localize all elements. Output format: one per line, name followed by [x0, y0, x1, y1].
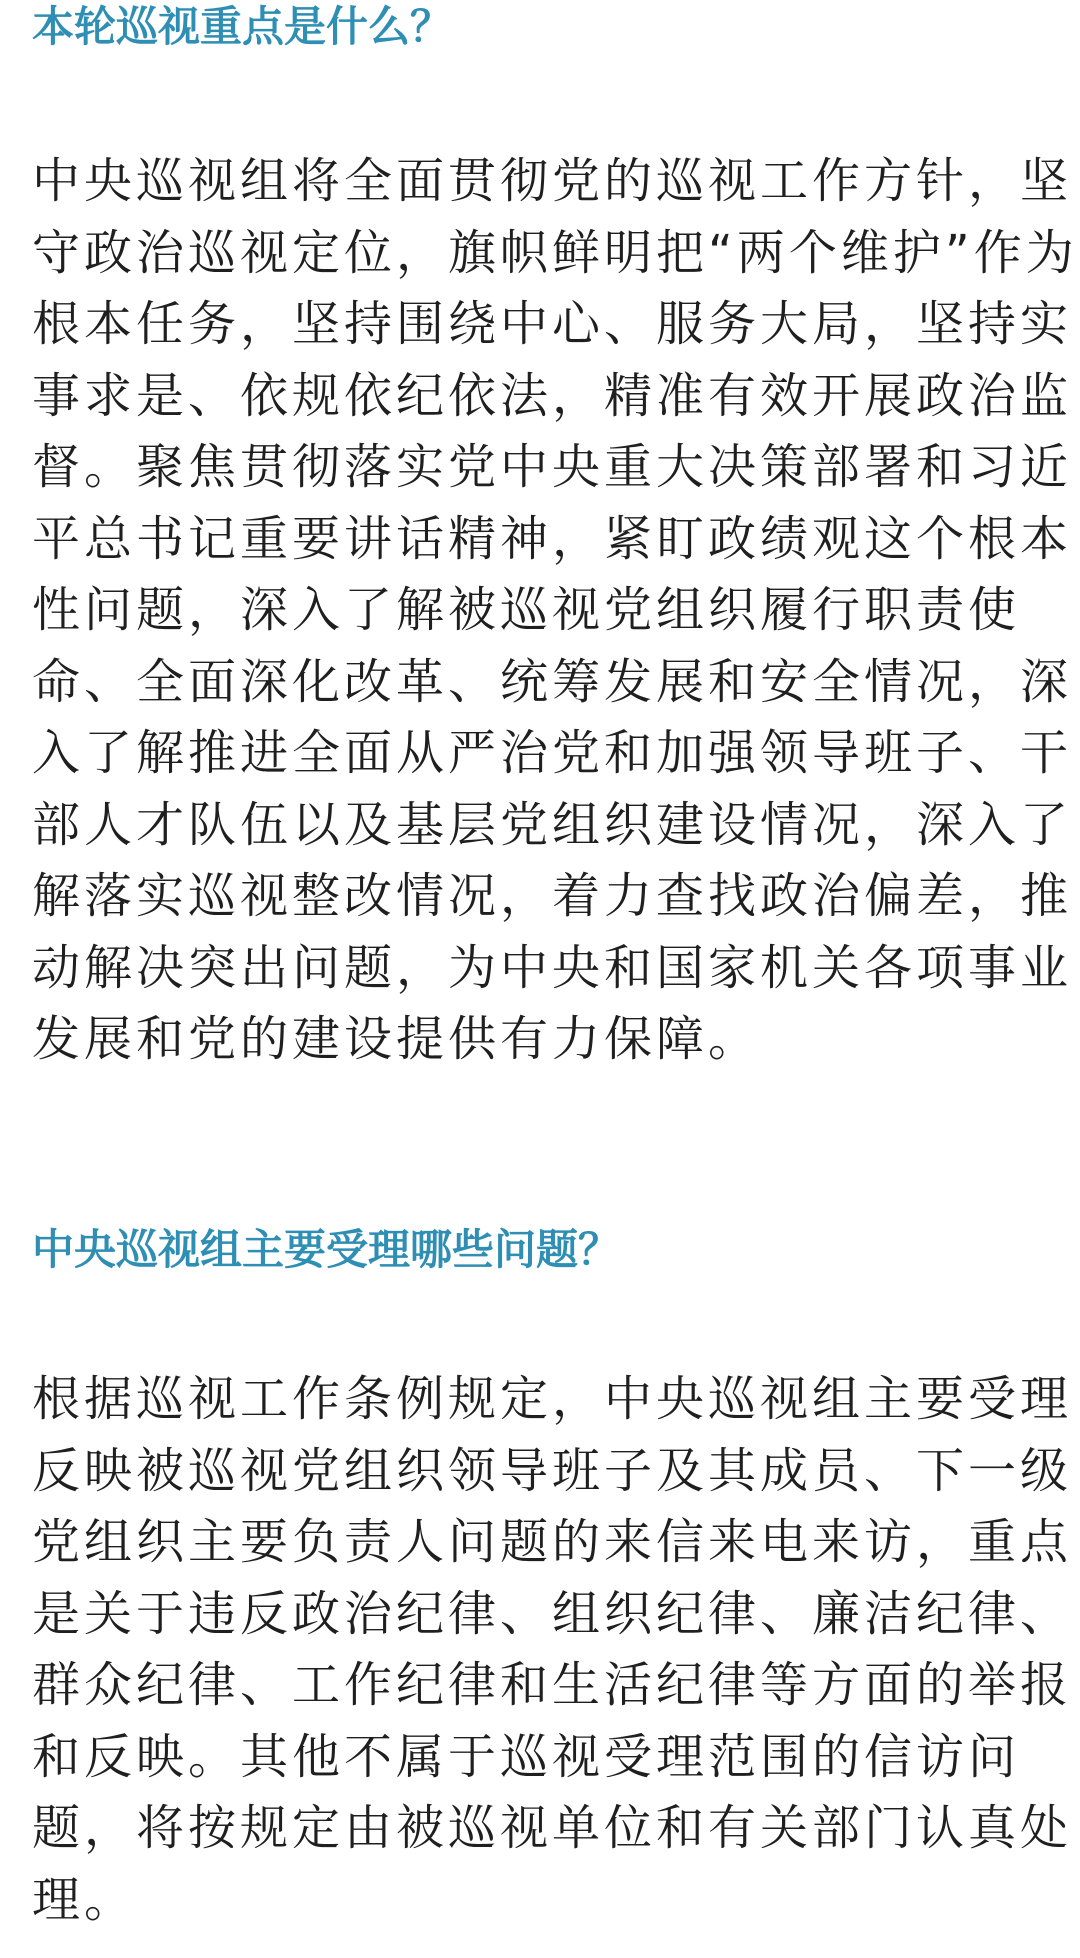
- text-line: 和反映。其他不属于巡视受理范围的信访问: [32, 1728, 1021, 1785]
- section-heading-accepted-issues: 中央巡视组主要受理哪些问题？: [32, 1225, 621, 1274]
- text-line: 性问题，深入了解被巡视党组织履行职责使: [32, 582, 1021, 638]
- text-line: 群众纪律、工作纪律和生活纪律等方面的举报: [32, 1657, 1073, 1713]
- text-line: 根据巡视工作条例规定，中央巡视组主要受理: [32, 1371, 1073, 1427]
- text-line: 解落实巡视整改情况，着力查找政治偏差，推: [32, 868, 1073, 924]
- text-line: 题，将按规定由被巡视单位和有关部门认真处: [32, 1800, 1073, 1856]
- text-line: 平总书记重要讲话精神，紧盯政绩观这个根本: [32, 510, 1073, 567]
- text-line: 命、全面深化改革、统筹发展和安全情况，深: [32, 653, 1073, 710]
- section-heading-inspection-focus: 本轮巡视重点是什么？: [32, 2, 453, 51]
- text-line: 中央巡视组将全面贯彻党的巡视工作方针，坚: [32, 153, 1073, 209]
- text-line: 根本任务，坚持围绕中心、服务大局，坚持实: [32, 296, 1073, 352]
- text-line: 部人才队伍以及基层党组织建设情况，深入了: [32, 796, 1073, 853]
- text-line: 党组织主要负责人问题的来信来电来访，重点: [32, 1514, 1073, 1570]
- section-body-inspection-focus: [32, 146, 1078, 1076]
- text-line: 发展和党的建设提供有力保障。: [32, 1011, 761, 1067]
- text-line: 督。聚焦贯彻落实党中央重大决策部署和习近: [32, 439, 1073, 495]
- text-line: 是关于违反政治纪律、组织纪律、廉洁纪律、: [32, 1585, 1073, 1642]
- section-body-accepted-issues: [32, 1364, 1073, 1936]
- text-line: 理。: [32, 1871, 137, 1928]
- text-line: 事求是、依规依纪依法，精准有效开展政治监: [32, 367, 1073, 424]
- text-line: 动解决突出问题，为中央和国家机关各项事业: [32, 939, 1073, 996]
- text-line: 守政治巡视定位，旗帜鲜明把“两个维护”作为: [32, 224, 1078, 281]
- text-line: 反映被巡视党组织领导班子及其成员、下一级: [32, 1442, 1073, 1499]
- text-line: 入了解推进全面从严治党和加强领导班子、干: [32, 725, 1073, 781]
